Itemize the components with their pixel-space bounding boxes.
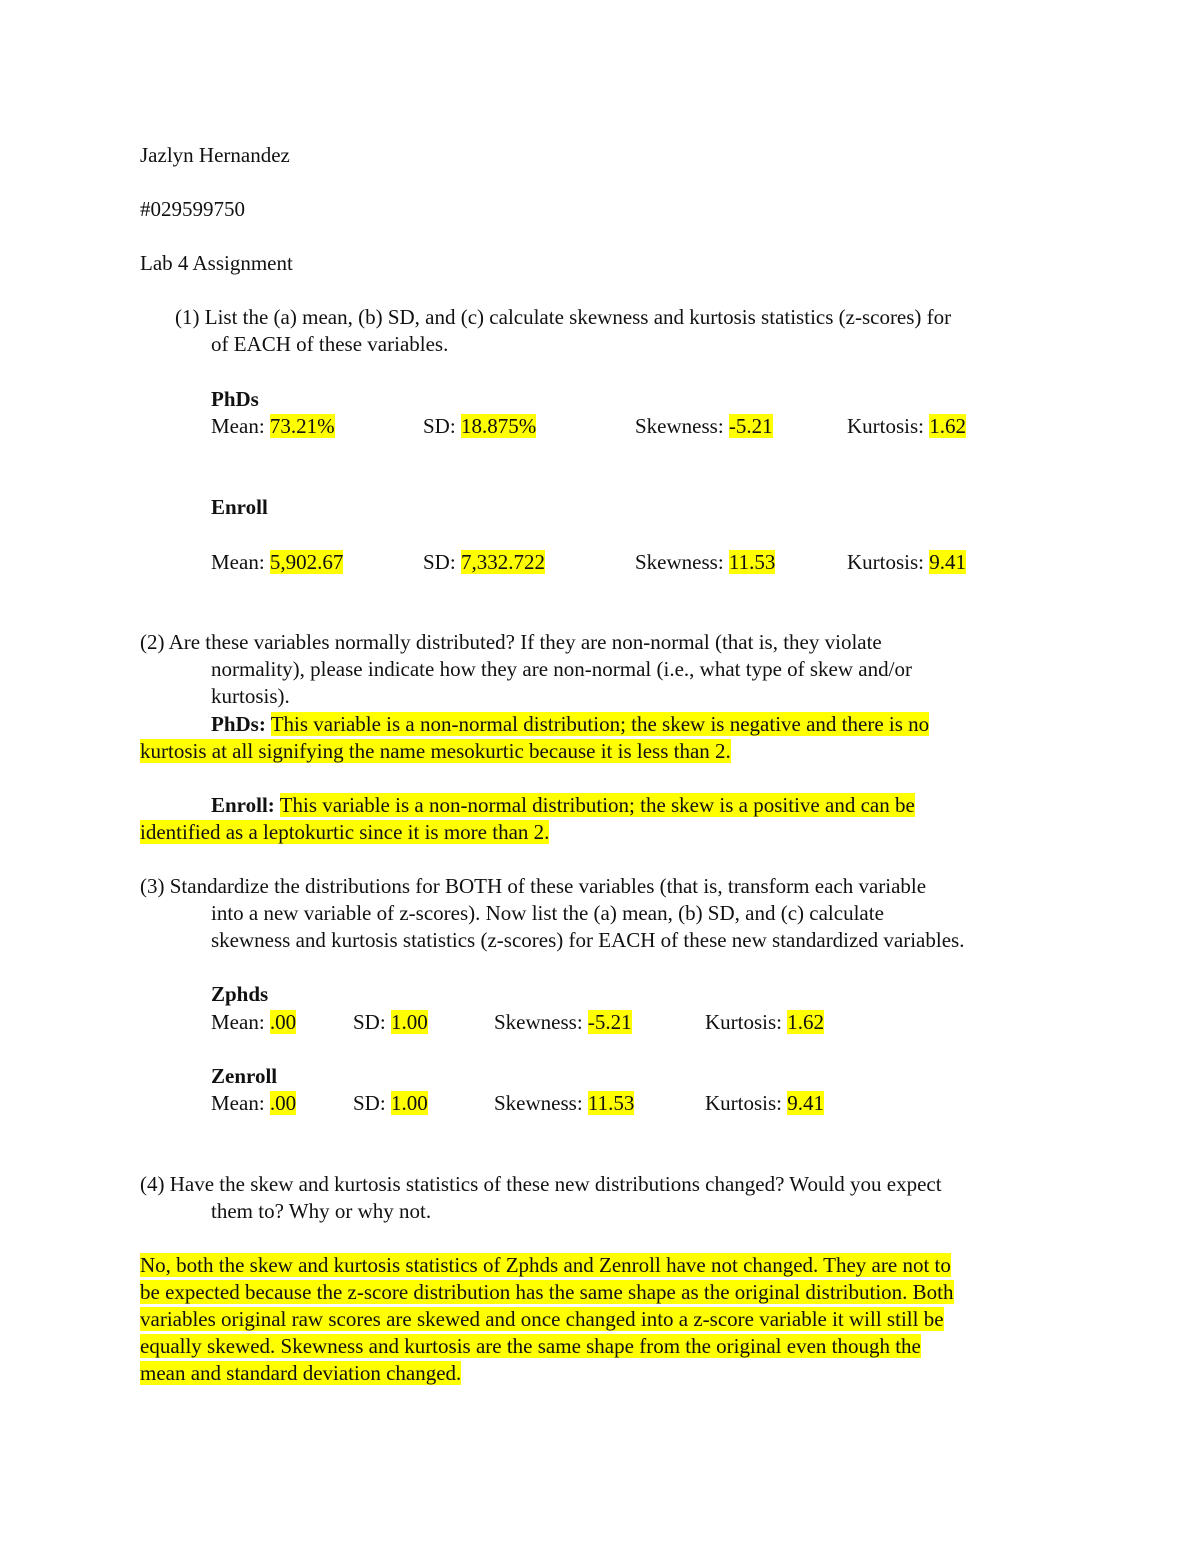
enroll-mean: Mean: 5,902.67	[211, 550, 344, 574]
enroll-sd-value: 7,332.722	[460, 550, 545, 574]
zphds-sd-value: 1.00	[390, 1010, 428, 1034]
phds-kurtosis: Kurtosis: 1.62	[847, 414, 967, 438]
zenroll-sd-value: 1.00	[390, 1091, 428, 1115]
enroll-kurtosis: Kurtosis: 9.41	[847, 550, 967, 574]
q1-line2: of EACH of these variables.	[211, 332, 449, 356]
zenroll-skewness-value: 11.53	[587, 1091, 635, 1115]
q4-answer-line1: No, both the skew and kurtosis statistics of Zphds and Zenroll have not changed. They are not to	[140, 1253, 951, 1277]
enroll-kurtosis-value: 9.41	[929, 550, 967, 574]
phds-sd-value: 18.875%	[460, 414, 537, 438]
enroll-sd: SD: 7,332.722	[423, 550, 545, 574]
zphds-mean: Mean: .00	[211, 1010, 297, 1034]
q2-phds-answer-line1: PhDs: This variable is a non-normal distribution; the skew is negative and there is no	[211, 712, 930, 736]
phds-mean-value: 73.21%	[269, 414, 335, 438]
enroll-skewness-value: 11.53	[728, 550, 776, 574]
q3-line3: skewness and kurtosis statistics (z-scores) for EACH of these new standardized variables.	[211, 928, 965, 952]
q4-line2: them to? Why or why not.	[211, 1199, 432, 1223]
q4-answer-line5: mean and standard deviation changed.	[140, 1361, 462, 1385]
phds-skewness-value: -5.21	[728, 414, 773, 438]
zenroll-sd: SD: 1.00	[353, 1091, 428, 1115]
zenroll-kurtosis: Kurtosis: 9.41	[705, 1091, 825, 1115]
student-id: #029599750	[140, 197, 245, 221]
q4-answer-line3: variables original raw scores are skewed and once changed into a z-score variable it will still be	[140, 1307, 944, 1331]
zphds-skewness-value: -5.21	[587, 1010, 632, 1034]
q3-line2: into a new variable of z-scores). Now list the (a) mean, (b) SD, and (c) calculate	[211, 901, 884, 925]
zphds-mean-value: .00	[269, 1010, 297, 1034]
zenroll-skewness: Skewness: 11.53	[494, 1091, 635, 1115]
q2-phds-answer-line2: kurtosis at all signifying the name mesokurtic because it is less than 2.	[140, 739, 731, 763]
phds-sd: SD: 18.875%	[423, 414, 537, 438]
phds-label: PhDs	[211, 387, 259, 411]
zphds-sd: SD: 1.00	[353, 1010, 428, 1034]
zphds-kurtosis: Kurtosis: 1.62	[705, 1010, 825, 1034]
q2-line3: kurtosis).	[211, 684, 290, 708]
q2-line2: normality), please indicate how they are non-normal (i.e., what type of skew and/or	[211, 657, 912, 681]
q4-answer-line2: be expected because the z-score distribution has the same shape as the original distribution. Both	[140, 1280, 954, 1304]
q4-line1: (4) Have the skew and kurtosis statistics of these new distributions changed? Would you expect	[140, 1172, 942, 1196]
student-name: Jazlyn Hernandez	[140, 143, 290, 167]
enroll-skewness: Skewness: 11.53	[635, 550, 776, 574]
enroll-label: Enroll	[211, 495, 268, 519]
zenroll-label: Zenroll	[211, 1064, 278, 1088]
zenroll-kurtosis-value: 9.41	[787, 1091, 825, 1115]
zenroll-mean-value: .00	[269, 1091, 297, 1115]
q2-enroll-answer-line1: Enroll: This variable is a non-normal distribution; the skew is a positive and can be	[211, 793, 915, 817]
phds-kurtosis-value: 1.62	[929, 414, 967, 438]
zphds-skewness: Skewness: -5.21	[494, 1010, 632, 1034]
q4-answer-line4: equally skewed. Skewness and kurtosis are the same shape from the original even though the	[140, 1334, 921, 1358]
enroll-mean-value: 5,902.67	[269, 550, 344, 574]
q3-line1: (3) Standardize the distributions for BOTH of these variables (that is, transform each variable	[140, 874, 927, 898]
zphds-label: Zphds	[211, 982, 269, 1006]
q2-enroll-answer-line2: identified as a leptokurtic since it is more than 2.	[140, 820, 550, 844]
phds-mean: Mean: 73.21%	[211, 414, 335, 438]
assignment-title: Lab 4 Assignment	[140, 251, 293, 275]
zenroll-mean: Mean: .00	[211, 1091, 297, 1115]
q2-line1: (2) Are these variables normally distributed? If they are non-normal (that is, they violate	[140, 630, 882, 654]
phds-skewness: Skewness: -5.21	[635, 414, 773, 438]
q1-line1: (1) List the (a) mean, (b) SD, and (c) calculate skewness and kurtosis statistics (z-scores) for	[175, 305, 952, 329]
zphds-kurtosis-value: 1.62	[787, 1010, 825, 1034]
